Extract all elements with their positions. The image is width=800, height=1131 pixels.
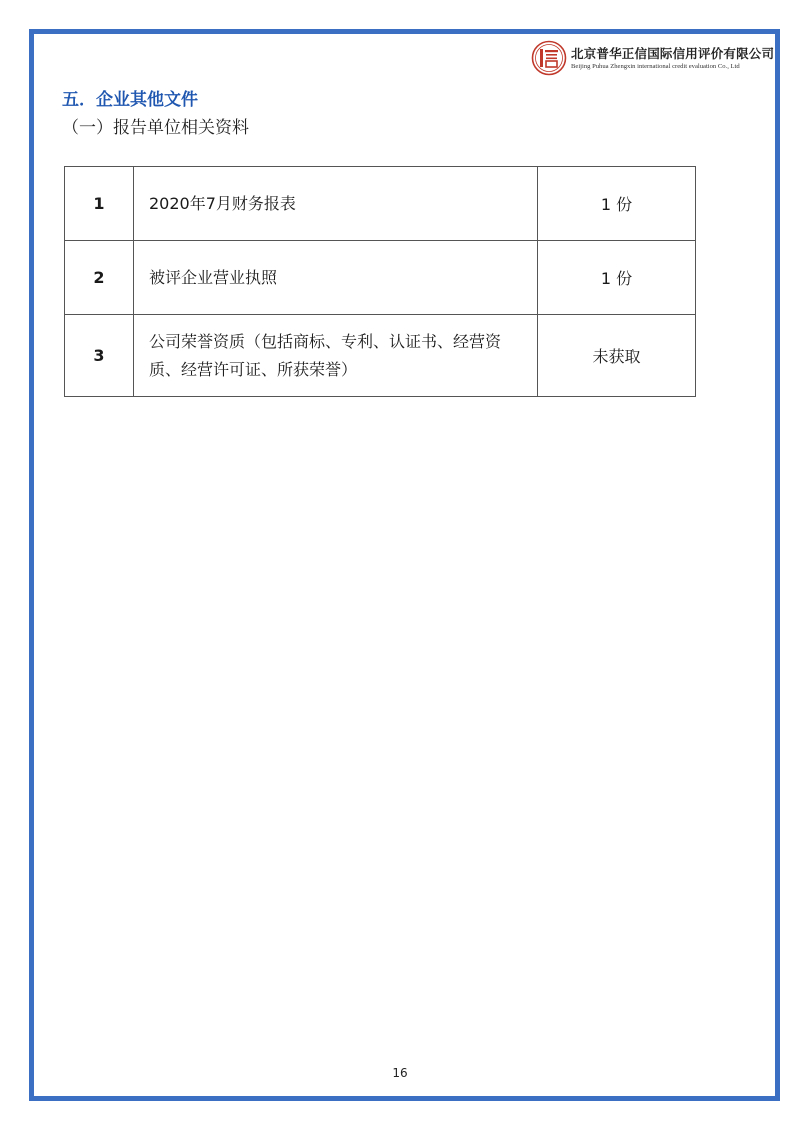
- table-row: [65, 167, 696, 241]
- documents-table: [64, 166, 696, 397]
- xin-seal-icon: [531, 40, 567, 76]
- table-row: [65, 315, 696, 397]
- row-number: 2: [65, 241, 134, 315]
- document-name: 被评企业营业执照: [134, 241, 538, 315]
- page-number: 16: [392, 1066, 408, 1080]
- company-name-cn: 北京普华正信国际信用评价有限公司: [571, 46, 775, 61]
- company-name-en: Beijing Puhua Zhengxin international credit evaluation Co., Ltd: [571, 63, 740, 70]
- row-number: 3: [65, 315, 134, 397]
- section-title: 五．企业其他文件: [62, 90, 198, 110]
- section-subtitle: （一）报告单位相关资料: [62, 118, 249, 138]
- row-number: 1: [65, 167, 134, 241]
- document-quantity: 1 份: [538, 167, 696, 241]
- table-row: [65, 241, 696, 315]
- document-quantity: 1 份: [538, 241, 696, 315]
- company-logo: [531, 40, 775, 80]
- document-name: 公司荣誉资质（包括商标、专利、认证书、经营资质、经营许可证、所获荣誉）: [134, 315, 538, 397]
- document-name: 2020年7月财务报表: [134, 167, 538, 241]
- document-quantity: 未获取: [538, 315, 696, 397]
